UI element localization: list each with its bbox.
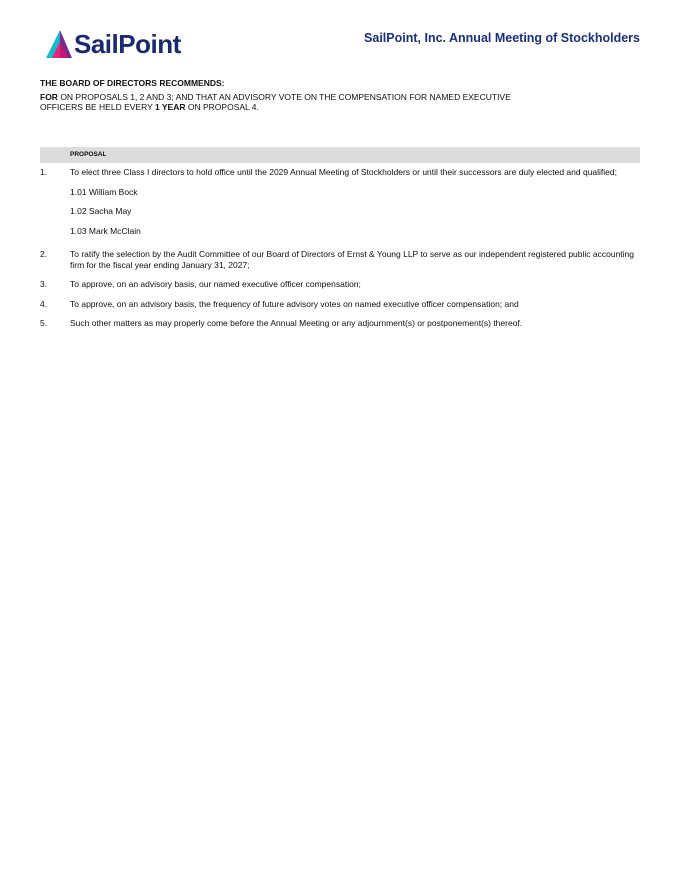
- proposal-item-5: [40, 318, 640, 329]
- recommendation-line-2: [40, 102, 640, 113]
- proposal-number: 1.: [40, 167, 48, 177]
- logo-wordmark: SailPoint: [74, 29, 181, 59]
- recommendation-frequency: 1 YEAR: [154, 102, 186, 112]
- proposal-number: 5.: [40, 318, 48, 328]
- proposal-number: 2.: [40, 249, 48, 259]
- proposal-item-1: [40, 167, 640, 236]
- proposal-list: [40, 167, 640, 338]
- recommendation-for: FOR: [40, 91, 58, 102]
- nominee-item: 1.01 William Bock: [70, 186, 138, 197]
- proposal-text: To elect three Class I directors to hold office until the 2029 Annual Meeting of Stockholders or until their successors are duly elected and qualified;: [70, 167, 617, 177]
- proposal-text: To approve, on an advisory basis, our named executive officer compensation;: [70, 279, 361, 289]
- recommendation-line-2-pre: OFFICERS BE HELD EVERY: [40, 102, 155, 112]
- proposal-header-label: PROPOSAL: [70, 151, 107, 158]
- proposal-number: 3.: [40, 279, 48, 289]
- nominee-item: 1.02 Sacha May: [70, 206, 132, 216]
- recommendation-heading: THE BOARD OF DIRECTORS RECOMMENDS:: [40, 78, 225, 88]
- recommendation-line-1-text: ON PROPOSALS 1, 2 AND 3; AND THAT AN ADVISORY VOTE ON THE COMPENSATION FOR NAMED EXECUTIVE: [57, 91, 511, 102]
- proposal-number: 4.: [40, 298, 48, 309]
- page-title: SailPoint, Inc. Annual Meeting of Stockholders: [364, 31, 640, 45]
- proposal-item-2: [40, 249, 640, 270]
- proposal-item-4: [40, 299, 640, 310]
- proposal-text: To ratify the selection by the Audit Committee of our Board of Directors of Ernst & Young LLP to serve as our independent registered public accounting firm for the fiscal year ending January 31, 2027;: [70, 249, 635, 270]
- board-recommendation: [40, 78, 640, 113]
- proposal-text: To approve, on an advisory basis, the frequency of future advisory votes on named executive officer compensation; and: [70, 298, 519, 309]
- sailpoint-sail-icon: [42, 28, 76, 60]
- sailpoint-logo: [42, 28, 182, 60]
- nominee-item: 1.03 Mark McClain: [70, 225, 141, 236]
- proposal-item-3: [40, 279, 640, 290]
- recommendation-line-2-post: ON PROPOSAL 4.: [185, 102, 259, 112]
- proposal-header-bar: [40, 147, 640, 163]
- proposal-text: Such other matters as may properly come before the Annual Meeting or any adjournment(s) or postponement(s) thereof.: [70, 318, 523, 328]
- recommendation-line-1: [40, 92, 640, 103]
